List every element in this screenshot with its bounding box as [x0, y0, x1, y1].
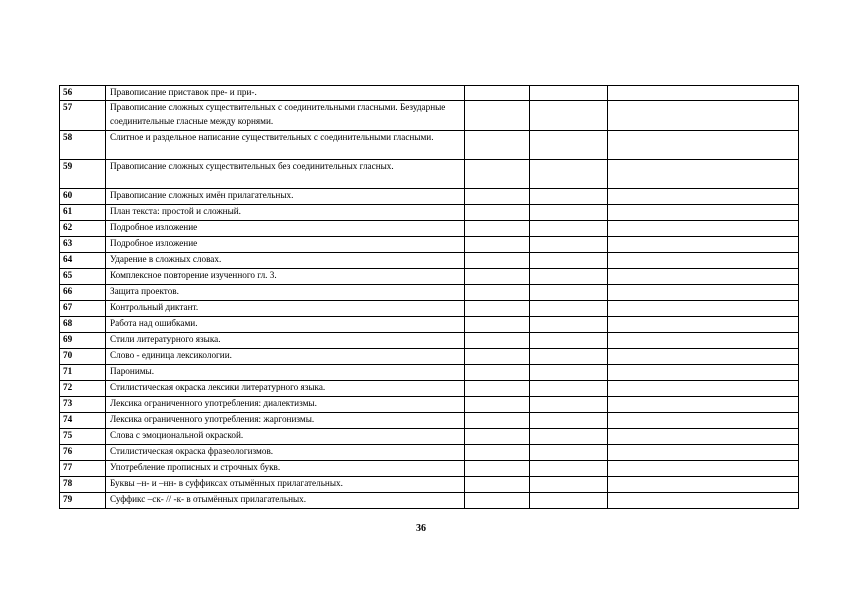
empty-cell: [465, 205, 530, 221]
empty-cell: [530, 381, 608, 397]
table-row: [60, 301, 799, 317]
empty-cell: [530, 221, 608, 237]
table-row: [60, 221, 799, 237]
empty-cell: [465, 86, 530, 101]
lesson-topic: Ударение в сложных словах.: [106, 253, 465, 269]
empty-cell: [608, 189, 799, 205]
lesson-number: 78: [60, 477, 106, 493]
empty-cell: [530, 189, 608, 205]
table-row: [60, 160, 799, 189]
empty-cell: [530, 101, 608, 131]
lesson-number: 70: [60, 349, 106, 365]
lesson-number: 71: [60, 365, 106, 381]
empty-cell: [608, 445, 799, 461]
empty-cell: [608, 397, 799, 413]
empty-cell: [530, 397, 608, 413]
table-row: [60, 349, 799, 365]
table-row: [60, 131, 799, 160]
empty-cell: [465, 445, 530, 461]
empty-cell: [608, 301, 799, 317]
lesson-number: 66: [60, 285, 106, 301]
empty-cell: [465, 461, 530, 477]
empty-cell: [465, 189, 530, 205]
empty-cell: [530, 301, 608, 317]
empty-cell: [465, 365, 530, 381]
table-row: [60, 269, 799, 285]
lesson-number: 75: [60, 429, 106, 445]
lesson-number: 76: [60, 445, 106, 461]
lesson-topic: Комплексное повторение изученного гл. 3.: [106, 269, 465, 285]
table-body: [60, 86, 799, 509]
empty-cell: [530, 349, 608, 365]
lesson-topic: Подробное изложение: [106, 221, 465, 237]
empty-cell: [465, 477, 530, 493]
lesson-topic: Контрольный диктант.: [106, 301, 465, 317]
empty-cell: [608, 253, 799, 269]
empty-cell: [465, 429, 530, 445]
lesson-number: 69: [60, 333, 106, 349]
lesson-number: 63: [60, 237, 106, 253]
lesson-number: 58: [60, 131, 106, 160]
lesson-number: 68: [60, 317, 106, 333]
lesson-number: 72: [60, 381, 106, 397]
empty-cell: [608, 317, 799, 333]
table-row: [60, 317, 799, 333]
empty-cell: [530, 461, 608, 477]
lesson-topic: Подробное изложение: [106, 237, 465, 253]
lesson-number: 60: [60, 189, 106, 205]
table-row: [60, 445, 799, 461]
empty-cell: [608, 365, 799, 381]
empty-cell: [608, 493, 799, 509]
lesson-topic: Слово - единица лексикологии.: [106, 349, 465, 365]
empty-cell: [608, 477, 799, 493]
empty-cell: [530, 131, 608, 160]
lesson-topic: Слитное и раздельное написание существительных с соединительными гласными.: [106, 131, 465, 160]
empty-cell: [530, 285, 608, 301]
lesson-topic: Буквы –н- и –нн- в суффиксах отымённых прилагательных.: [106, 477, 465, 493]
lesson-topic: Стилистическая окраска фразеологизмов.: [106, 445, 465, 461]
empty-cell: [530, 253, 608, 269]
empty-cell: [465, 333, 530, 349]
table-row: [60, 86, 799, 101]
empty-cell: [465, 160, 530, 189]
empty-cell: [530, 160, 608, 189]
lesson-topic: Правописание сложных имён прилагательных.: [106, 189, 465, 205]
empty-cell: [530, 317, 608, 333]
lesson-topic: Правописание сложных существительных без соединительных гласных.: [106, 160, 465, 189]
empty-cell: [608, 237, 799, 253]
empty-cell: [465, 285, 530, 301]
empty-cell: [465, 101, 530, 131]
empty-cell: [608, 413, 799, 429]
lesson-topic: Суффикс –ск- // -к- в отымённых прилагательных.: [106, 493, 465, 509]
table-row: [60, 397, 799, 413]
lesson-topic: Лексика ограниченного употребления: диалектизмы.: [106, 397, 465, 413]
lesson-topic: Правописание сложных существительных с соединительными гласными. Безударные соединительные гласные между корнями.: [106, 101, 465, 131]
empty-cell: [465, 397, 530, 413]
empty-cell: [530, 493, 608, 509]
empty-cell: [530, 237, 608, 253]
table-row: [60, 461, 799, 477]
table-row: [60, 477, 799, 493]
page-number: 36: [416, 523, 426, 534]
lesson-topic: Употребление прописных и строчных букв.: [106, 461, 465, 477]
table-row: [60, 237, 799, 253]
empty-cell: [465, 413, 530, 429]
lesson-topic: Стилистическая окраска лексики литературного языка.: [106, 381, 465, 397]
table-row: [60, 253, 799, 269]
empty-cell: [465, 349, 530, 365]
empty-cell: [608, 381, 799, 397]
lesson-topic: Слова с эмоциональной окраской.: [106, 429, 465, 445]
empty-cell: [465, 493, 530, 509]
lesson-number: 73: [60, 397, 106, 413]
lesson-number: 57: [60, 101, 106, 131]
lesson-number: 64: [60, 253, 106, 269]
empty-cell: [530, 413, 608, 429]
lesson-number: 65: [60, 269, 106, 285]
table-row: [60, 189, 799, 205]
empty-cell: [608, 269, 799, 285]
lesson-topic: Паронимы.: [106, 365, 465, 381]
lesson-plan-table: [59, 85, 799, 509]
empty-cell: [530, 269, 608, 285]
empty-cell: [608, 429, 799, 445]
lesson-topic: План текста: простой и сложный.: [106, 205, 465, 221]
empty-cell: [530, 429, 608, 445]
empty-cell: [465, 301, 530, 317]
empty-cell: [530, 333, 608, 349]
table-row: [60, 365, 799, 381]
lesson-number: 67: [60, 301, 106, 317]
lesson-number: 62: [60, 221, 106, 237]
empty-cell: [608, 205, 799, 221]
empty-cell: [465, 253, 530, 269]
lesson-topic: Стили литературного языка.: [106, 333, 465, 349]
empty-cell: [465, 221, 530, 237]
empty-cell: [608, 461, 799, 477]
empty-cell: [608, 333, 799, 349]
empty-cell: [608, 160, 799, 189]
empty-cell: [608, 221, 799, 237]
table-row: [60, 493, 799, 509]
empty-cell: [608, 285, 799, 301]
empty-cell: [530, 86, 608, 101]
empty-cell: [465, 381, 530, 397]
empty-cell: [530, 477, 608, 493]
lesson-topic: Защита проектов.: [106, 285, 465, 301]
lesson-topic: Лексика ограниченного употребления: жаргонизмы.: [106, 413, 465, 429]
lesson-topic: Работа над ошибками.: [106, 317, 465, 333]
empty-cell: [465, 317, 530, 333]
table-row: [60, 381, 799, 397]
lesson-number: 56: [60, 86, 106, 101]
empty-cell: [608, 101, 799, 131]
empty-cell: [530, 445, 608, 461]
table-row: [60, 205, 799, 221]
table-row: [60, 285, 799, 301]
lesson-number: 77: [60, 461, 106, 477]
table-row: [60, 413, 799, 429]
empty-cell: [465, 237, 530, 253]
lesson-number: 74: [60, 413, 106, 429]
empty-cell: [530, 205, 608, 221]
empty-cell: [530, 365, 608, 381]
table-row: [60, 333, 799, 349]
lesson-number: 61: [60, 205, 106, 221]
empty-cell: [465, 269, 530, 285]
table-row: [60, 429, 799, 445]
table-row: [60, 101, 799, 131]
lesson-topic: Правописание приставок пре- и при-.: [106, 86, 465, 101]
empty-cell: [608, 349, 799, 365]
empty-cell: [608, 86, 799, 101]
empty-cell: [608, 131, 799, 160]
lesson-number: 59: [60, 160, 106, 189]
empty-cell: [465, 131, 530, 160]
lesson-number: 79: [60, 493, 106, 509]
